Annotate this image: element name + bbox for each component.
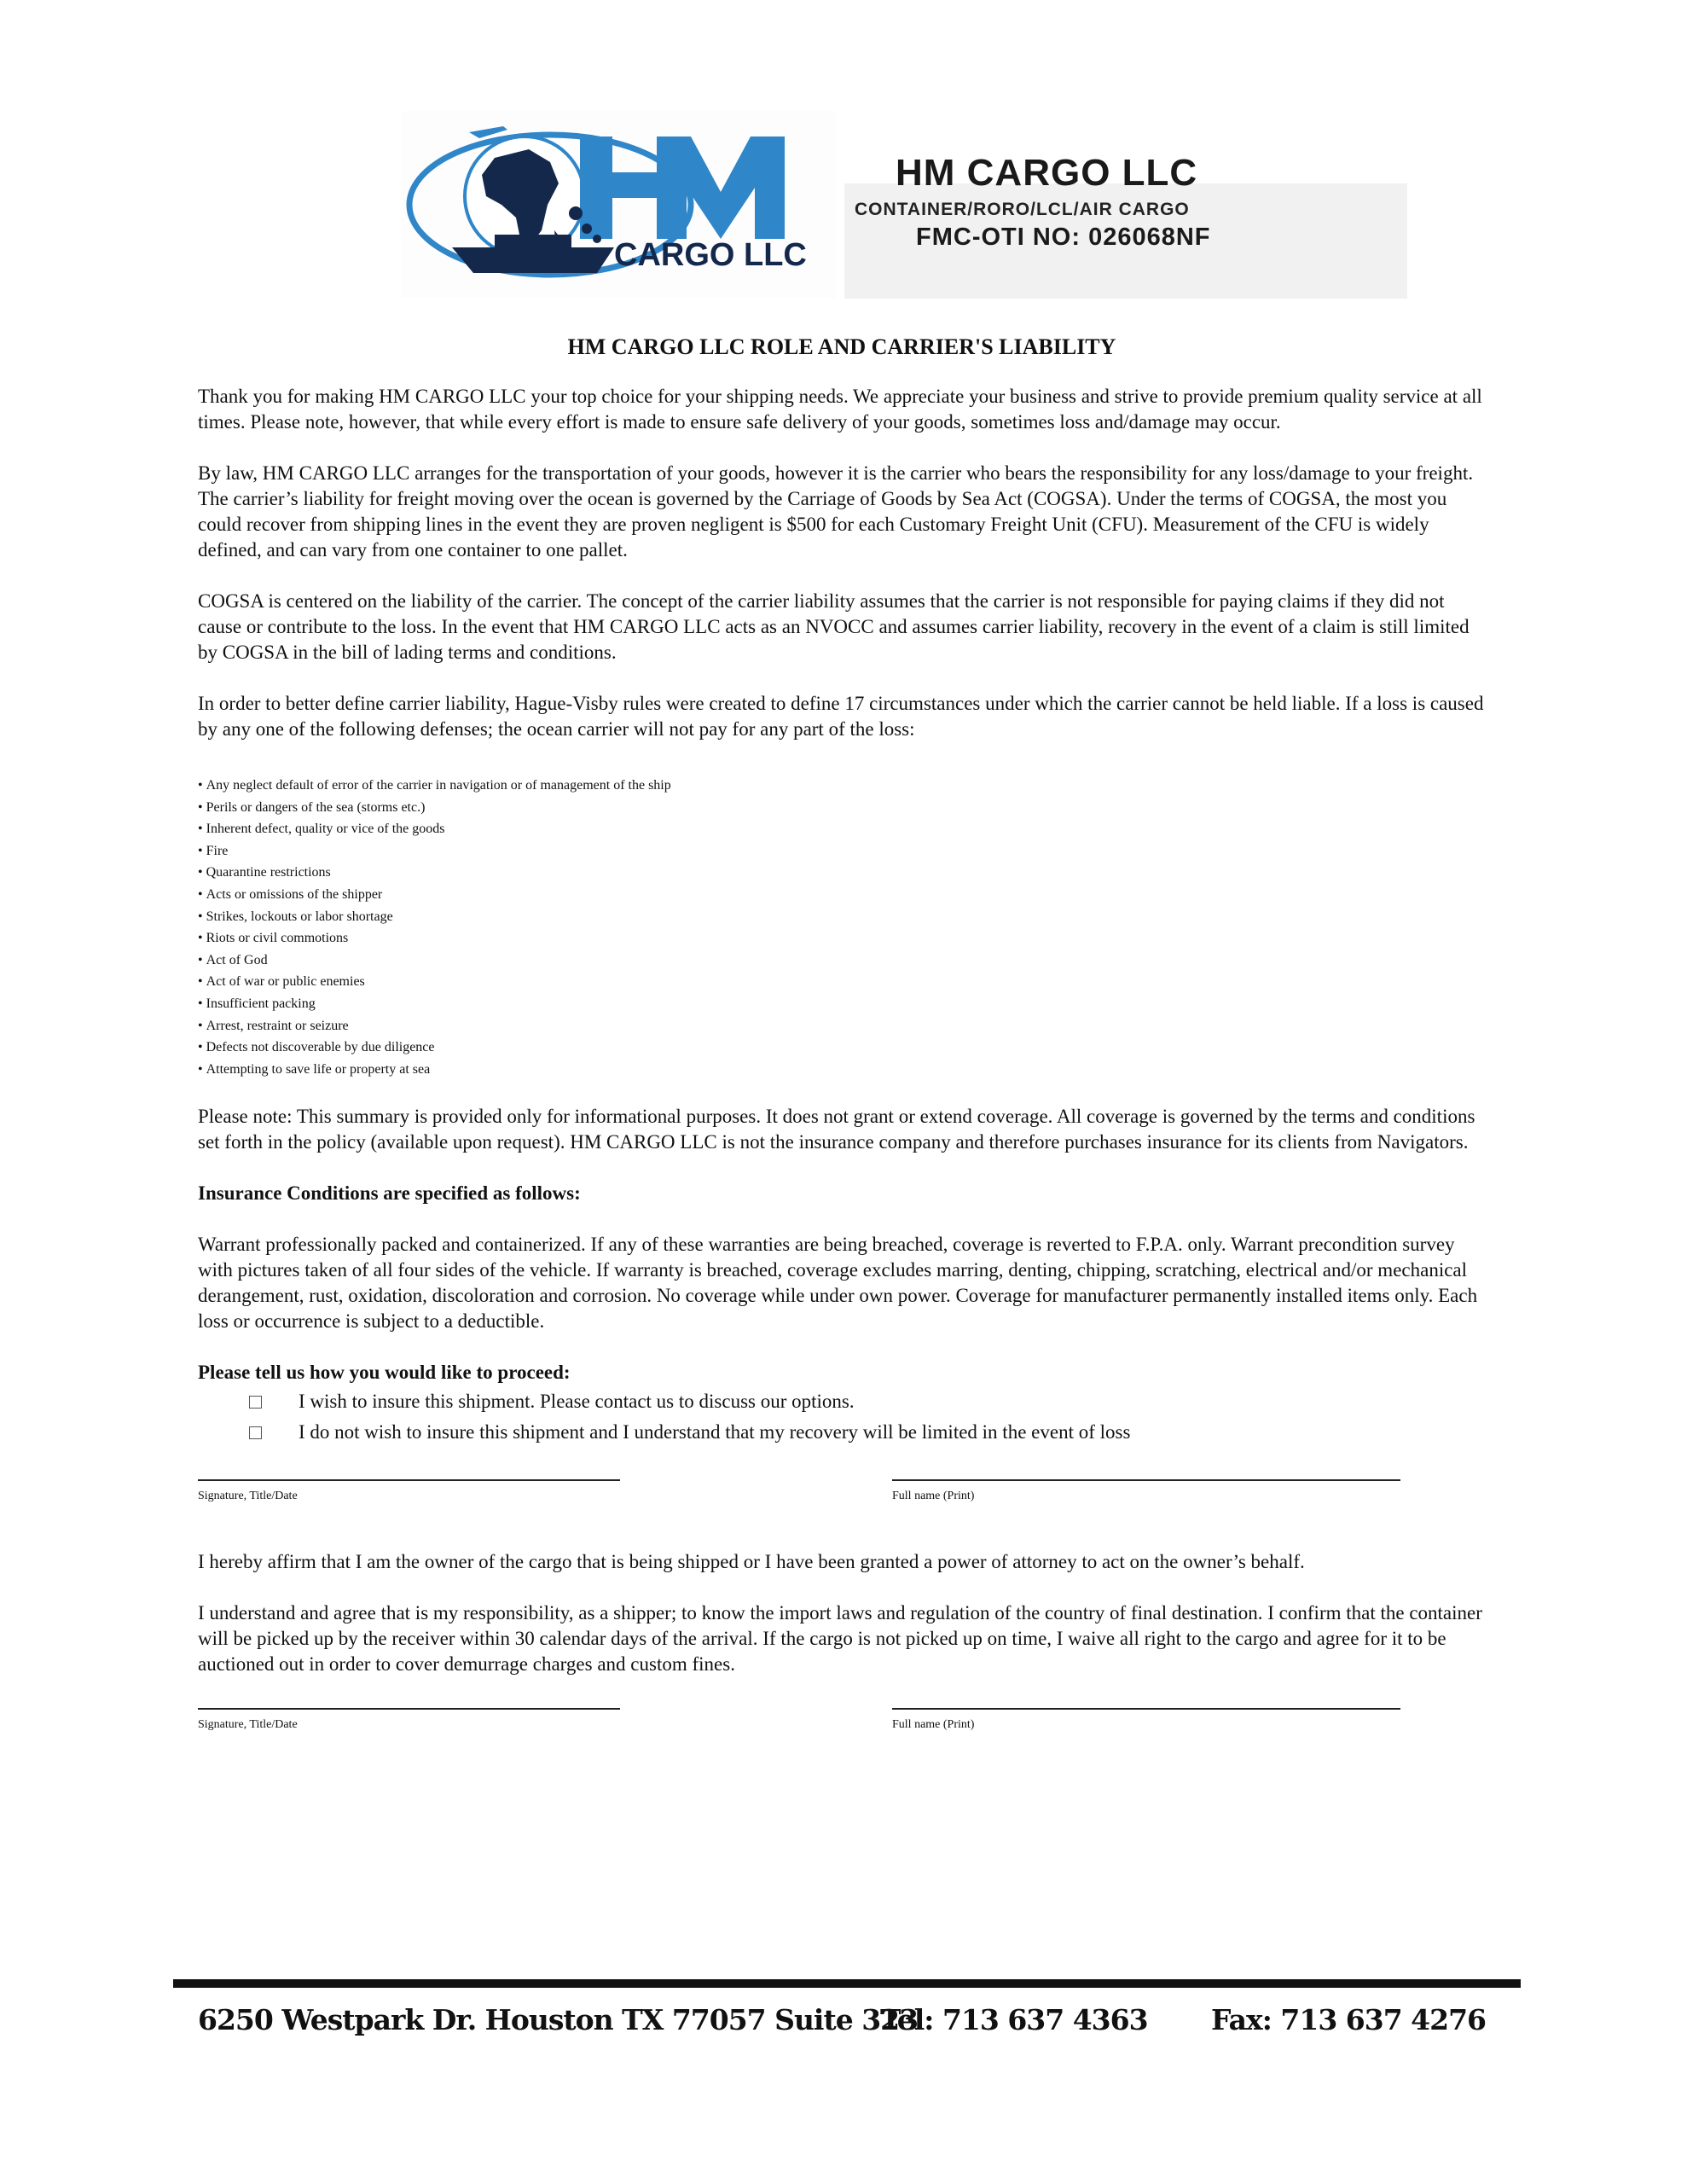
option-decline[interactable] <box>198 1420 1486 1445</box>
shipper-responsibility-paragraph: I understand and agree that is my responsibility, as a shipper; to know the import laws and regulation of the country of final destination. I confirm that the container will be picked up by the receiver within 30 calendar days of the arrival. If the cargo is not picked up on time, I waive all right to the cargo and agree for it to be auctioned out in order to cover demurrage charges and custom fines. <box>198 1602 1482 1676</box>
defenses-list <box>198 775 1486 1080</box>
list-item: • Strikes, lockouts or labor shortage <box>198 906 1486 928</box>
cogsa-law-paragraph: By law, HM CARGO LLC arranges for the transportation of your goods, however it is the carrier who bears the responsibility for any loss/damage to your freight. The carrier’s liability for freight moving over the ocean is governed by the Carriage of Goods by Sea Act (COGSA). Under the terms of COGSA, the most you could recover from shipping lines in the event they are proven negligent is $500 for each Customary Freight Unit (CFU). Measurement of the CFU is widely defined, and can vary from one container to one pallet. <box>198 462 1474 561</box>
proceed-heading: Please tell us how you would like to proceed: <box>198 1362 571 1384</box>
list-item: • Any neglect default of error of the carrier in navigation or of management of the ship <box>198 775 1486 797</box>
list-item: • Insufficient packing <box>198 993 1486 1015</box>
option-insure[interactable] <box>198 1389 1486 1414</box>
decline-checkbox[interactable] <box>249 1426 262 1439</box>
signature-block-2 <box>198 1708 1486 1752</box>
footer-fax: Fax: 713 637 4276 <box>1211 2003 1486 2036</box>
footer <box>198 2003 1486 2046</box>
full-name-line[interactable] <box>892 1479 1400 1481</box>
list-item: • Perils or dangers of the sea (storms etc.) <box>198 797 1486 819</box>
signature-line[interactable] <box>198 1479 620 1481</box>
hague-visby-paragraph: In order to better define carrier liability, Hague-Visby rules were created to define 17 circumstances under which the carrier cannot be held liable. If a loss is caused by any one of the following defenses; the ocean carrier will not pay for any part of the loss: <box>198 693 1484 740</box>
disclaimer-paragraph: Please note: This summary is provided only for informational purposes. It does not grant or extend coverage. All coverage is governed by the terms and conditions set forth in the policy (available upon request). HM CARGO LLC is not the insurance company and therefore purchases insurance for its clients from Navigators. <box>198 1106 1475 1153</box>
list-item: • Act of war or public enemies <box>198 971 1486 993</box>
footer-divider <box>173 1979 1521 1988</box>
letterhead <box>401 111 1407 299</box>
document-title: HM CARGO LLC ROLE AND CARRIER'S LIABILITY <box>567 334 1116 359</box>
company-name: HM CARGO LLC <box>896 152 1198 194</box>
list-item: • Defects not discoverable by due diligence <box>198 1037 1486 1059</box>
footer-address: 6250 Westpark Dr. Houston TX 77057 Suite 323 <box>198 2003 919 2036</box>
signature-block-1 <box>198 1479 1486 1524</box>
ownership-affirmation-paragraph: I hereby affirm that I am the owner of the cargo that is being shipped or I have been granted a power of attorney to act on the owner’s behalf. <box>198 1551 1305 1573</box>
company-logo <box>401 111 836 299</box>
option-insure-label: I wish to insure this shipment. Please contact us to discuss our options. <box>299 1391 855 1413</box>
list-item: • Inherent defect, quality or vice of the goods <box>198 818 1486 840</box>
signature-label: Signature, Title/Date <box>198 1718 298 1732</box>
logo-cargo-text: CARGO LLC <box>614 237 807 273</box>
intro-paragraph: Thank you for making HM CARGO LLC your top choice for your shipping needs. We appreciate your business and strive to provide premium quality service at all times. Please note, however, that while every effort is made to ensure safe delivery of your goods, sometimes loss and/damage may occur. <box>198 386 1482 433</box>
list-item: • Quarantine restrictions <box>198 862 1486 884</box>
carrier-liability-paragraph: COGSA is centered on the liability of the carrier. The concept of the carrier liability assumes that the carrier is not responsible for paying claims if they did not cause or contribute to the loss. In the event that HM CARGO LLC acts as an NVOCC and assumes carrier liability, recovery in the event of a claim is still limited by COGSA in the bill of lading terms and conditions. <box>198 590 1470 663</box>
signature-label: Signature, Title/Date <box>198 1490 298 1503</box>
company-services: CONTAINER/RORO/LCL/AIR CARGO <box>855 200 1190 219</box>
insure-checkbox[interactable] <box>249 1396 262 1409</box>
option-decline-label: I do not wish to insure this shipment and I understand that my recovery will be limited in the event of loss <box>299 1421 1131 1443</box>
full-name-label: Full name (Print) <box>892 1490 975 1503</box>
full-name-line[interactable] <box>892 1708 1400 1710</box>
document-body <box>198 334 1486 1778</box>
full-name-label: Full name (Print) <box>892 1718 975 1732</box>
insurance-conditions-paragraph: Warrant professionally packed and containerized. If any of these warranties are being breached, coverage is reverted to F.P.A. only. Warrant precondition survey with pictures taken of all four sides of the vehicle. If warranty is breached, coverage excludes marring, denting, chipping, scratching, electrical and/or mechanical derangement, rust, oxidation, discoloration and corrosion. No coverage while under own power. Coverage for manufacturer permanently installed items only. Each loss or occurrence is subject to a deductible. <box>198 1234 1478 1333</box>
fmc-number: FMC-OTI NO: 026068NF <box>916 224 1211 251</box>
list-item: • Arrest, restraint or seizure <box>198 1015 1486 1037</box>
list-item: • Fire <box>198 840 1486 863</box>
list-item: • Act of God <box>198 950 1486 972</box>
list-item: • Acts or omissions of the shipper <box>198 884 1486 906</box>
insurance-conditions-heading: Insurance Conditions are specified as follows: <box>198 1182 581 1205</box>
list-item: • Riots or civil commotions <box>198 927 1486 950</box>
footer-phone: Tel: 713 637 4363 <box>880 2003 1148 2036</box>
signature-line[interactable] <box>198 1708 620 1710</box>
list-item: • Attempting to save life or property at sea <box>198 1059 1486 1081</box>
